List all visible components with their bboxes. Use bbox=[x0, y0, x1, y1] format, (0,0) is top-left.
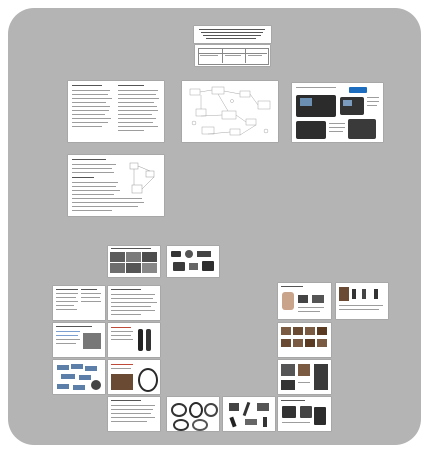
wiring-diagram bbox=[124, 161, 160, 197]
center-slide-1[interactable] bbox=[108, 286, 160, 320]
photo-grid-slide[interactable] bbox=[108, 246, 160, 277]
text-slide-1[interactable] bbox=[68, 81, 164, 142]
left-text-slide[interactable] bbox=[53, 286, 105, 320]
headsets-slide[interactable] bbox=[167, 397, 219, 431]
presentation-canvas[interactable] bbox=[8, 8, 421, 445]
tools-slide[interactable] bbox=[223, 397, 275, 431]
right-slide-2[interactable] bbox=[336, 283, 388, 319]
right-slide-3[interactable] bbox=[278, 323, 331, 357]
center-slide-3[interactable] bbox=[108, 360, 160, 394]
yealink-slide[interactable] bbox=[292, 83, 383, 142]
desk-phone-photo bbox=[296, 121, 326, 139]
title-slide[interactable] bbox=[194, 26, 271, 43]
text-slide-2[interactable] bbox=[68, 155, 164, 216]
center-slide-4[interactable] bbox=[108, 397, 160, 431]
network-diagram bbox=[182, 81, 278, 142]
desk-phone-photo bbox=[348, 119, 376, 139]
right-slide-1[interactable] bbox=[278, 283, 331, 319]
yealink-logo bbox=[349, 87, 367, 93]
devices-slide[interactable] bbox=[167, 246, 219, 277]
table-slide[interactable] bbox=[195, 45, 270, 66]
center-slide-2[interactable] bbox=[108, 323, 160, 357]
right-slide-4[interactable] bbox=[278, 360, 331, 394]
left-slide-2[interactable] bbox=[53, 323, 105, 357]
diagram-slide[interactable] bbox=[182, 81, 278, 142]
right-slide-5[interactable] bbox=[278, 397, 331, 431]
left-slide-3[interactable] bbox=[53, 360, 105, 394]
